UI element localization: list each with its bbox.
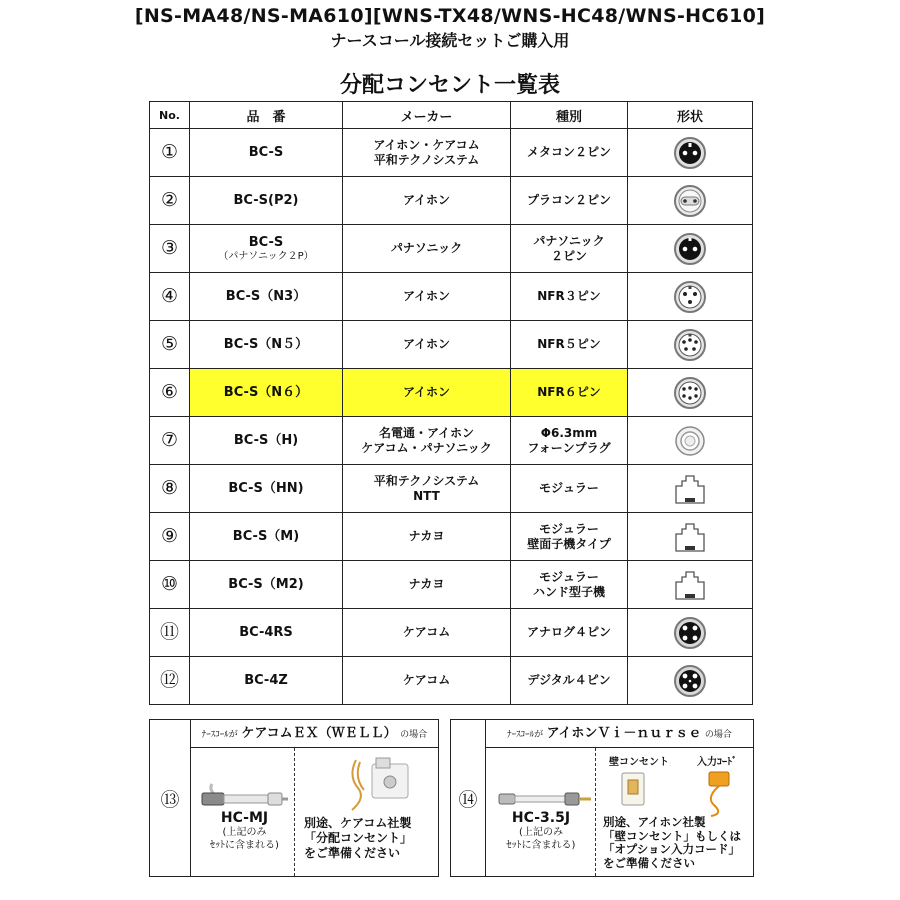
shape-cell <box>628 321 753 369</box>
type-line: プラコン２ピン <box>526 193 611 207</box>
table-row <box>150 609 753 657</box>
maker-line: ケアコム・パナソニック <box>361 440 492 455</box>
shape-cell <box>628 369 753 417</box>
subtitle-heading: ナースコール接続セットご購入用 <box>330 31 570 50</box>
shape-cell <box>628 465 753 513</box>
row-number: ⑦ <box>150 417 190 465</box>
product-code-cell <box>190 609 343 657</box>
type-line: デジタル４ピン <box>527 673 611 687</box>
panasonic-2pin-plug-icon <box>673 232 707 266</box>
wall-outlet-label: 壁コンセント <box>609 757 669 768</box>
box13-desc-1: 別途、ケアコム社製 <box>304 816 412 830</box>
product-code: BC-S <box>248 234 284 250</box>
row-number: ③ <box>150 225 190 273</box>
hc-35j-cable-icon <box>497 786 593 812</box>
type-cell <box>511 657 628 705</box>
product-code: BC-S（M) <box>232 529 300 544</box>
modular-jack-icon <box>673 520 707 554</box>
box14-desc-2: 「壁コンセント」もしくは <box>603 828 741 843</box>
row-number: ⑫ <box>150 657 190 705</box>
box14-product-code: HC-3.5J <box>511 810 571 826</box>
maker-line: アイホン <box>403 385 450 399</box>
type-line: NFR３ピン <box>537 289 601 303</box>
nfr-6pin-plug-icon <box>673 376 707 410</box>
table-header-row <box>150 102 753 129</box>
box13-product-code: HC-MJ <box>220 810 269 826</box>
product-code-cell <box>190 369 343 417</box>
product-code: BC-S（N3） <box>225 289 307 304</box>
product-code-cell <box>190 225 343 273</box>
box14-description <box>603 816 741 870</box>
table-row <box>150 657 753 705</box>
placon-2pin-plug-icon <box>673 184 707 218</box>
type-line: メタコン２ピン <box>526 145 611 159</box>
box13-head-main: ケアコムＥＸ（ＷＥＬＬ） <box>241 726 397 741</box>
type-line: 壁面子機タイプ <box>527 536 611 551</box>
type-cell <box>511 465 628 513</box>
input-cord-label: 入力ｺｰﾄﾞ <box>697 757 737 768</box>
type-line: モジュラー <box>539 521 599 536</box>
modular-jack-icon <box>673 472 707 506</box>
column-header-maker: メーカー <box>343 102 511 129</box>
maker-cell <box>343 321 511 369</box>
product-code-cell <box>190 177 343 225</box>
maker-line: 名電通・アイホン <box>379 425 474 440</box>
metacon-2pin-plug-icon <box>673 136 707 170</box>
box13-head-suffix: の場合 <box>400 730 428 740</box>
product-code-cell <box>190 513 343 561</box>
shape-cell <box>628 513 753 561</box>
type-line: NFR５ピン <box>537 337 601 351</box>
maker-cell <box>343 561 511 609</box>
maker-cell <box>343 513 511 561</box>
row-number: ① <box>150 129 190 177</box>
product-code: BC-4Z <box>244 673 288 688</box>
table-row <box>150 177 753 225</box>
type-line: フォーンプラグ <box>527 440 611 455</box>
product-code: BC-S（M2) <box>228 577 304 592</box>
product-code: BC-S（N６） <box>223 385 309 400</box>
column-header-type: 種別 <box>511 102 628 129</box>
maker-line: パナソニック <box>390 241 463 255</box>
outlet-table <box>149 101 753 705</box>
type-cell <box>511 321 628 369</box>
maker-line: アイホン <box>403 193 450 207</box>
input-cord-icon <box>701 770 737 818</box>
box14-head-prefix: ﾅｰｽｺｰﾙが <box>507 730 544 740</box>
column-header-code: 品 番 <box>190 102 343 129</box>
box14-desc-3: 「オプション入力コード」 <box>603 842 740 856</box>
modular-jack-icon <box>673 568 707 602</box>
table-row <box>150 129 753 177</box>
product-code-cell <box>190 129 343 177</box>
box13-product-note-1: (上記のみ <box>222 827 267 838</box>
type-cell <box>511 273 628 321</box>
table-row <box>150 561 753 609</box>
box13-number: ⑬ <box>150 720 191 876</box>
table-row <box>150 513 753 561</box>
maker-line: アイホン <box>403 289 450 303</box>
row-number: ⑨ <box>150 513 190 561</box>
maker-line: アイホン・ケアコム <box>373 137 480 152</box>
product-code-cell <box>190 321 343 369</box>
column-header-shape: 形状 <box>628 102 753 129</box>
carecom-ex-box-heading <box>190 720 438 748</box>
box13-product-note-2: ｾｯﾄに含まれる) <box>210 840 279 851</box>
shape-cell <box>628 417 753 465</box>
type-cell <box>511 369 628 417</box>
type-line: NFR６ピン <box>537 385 601 399</box>
column-header-no: No. <box>150 102 190 129</box>
carecom-ex-box <box>149 719 439 877</box>
row-number: ⑥ <box>150 369 190 417</box>
maker-cell <box>343 273 511 321</box>
maker-line: ナカヨ <box>408 529 445 543</box>
row-number: ⑧ <box>150 465 190 513</box>
box14-product <box>489 810 593 852</box>
type-cell <box>511 417 628 465</box>
product-code: BC-4RS <box>239 625 293 640</box>
page-title: 分配コンセント一覧表 <box>339 73 560 98</box>
box14-divider <box>595 748 596 876</box>
maker-line: アイホン <box>403 337 450 351</box>
analog-4pin-plug-icon <box>673 616 707 650</box>
type-cell <box>511 225 628 273</box>
type-line: ２ピン <box>550 248 587 263</box>
maker-cell <box>343 369 511 417</box>
row-number: ⑩ <box>150 561 190 609</box>
nfr-5pin-plug-icon <box>673 328 707 362</box>
shape-cell <box>628 273 753 321</box>
type-line: モジュラー <box>539 481 599 495</box>
maker-line: ナカヨ <box>408 577 445 591</box>
aiphone-vi-nurse-box-heading <box>485 720 753 748</box>
table-row <box>150 321 753 369</box>
box14-number: ⑭ <box>451 720 486 876</box>
maker-line: 平和テクノシステム <box>373 473 480 488</box>
box14-head-main: アイホンＶｉ－ｎｕｒｓｅ <box>546 726 702 741</box>
maker-cell <box>343 657 511 705</box>
box13-product <box>192 810 297 852</box>
row-number: ⑤ <box>150 321 190 369</box>
product-code: BC-S(P2) <box>233 193 299 208</box>
box14-product-note-1: (上記のみ <box>519 827 563 838</box>
product-code: BC-S（H) <box>233 433 299 448</box>
shape-cell <box>628 609 753 657</box>
product-code: BC-S（N５） <box>223 337 309 352</box>
product-code-cell <box>190 273 343 321</box>
shape-cell <box>628 225 753 273</box>
box13-desc-3: をご準備ください <box>304 846 401 860</box>
nfr-3pin-plug-icon <box>673 280 707 314</box>
maker-cell <box>343 465 511 513</box>
table-row <box>150 417 753 465</box>
box14-head-suffix: の場合 <box>704 730 732 740</box>
maker-cell <box>343 225 511 273</box>
box14-desc-4: をご準備ください <box>603 855 695 870</box>
shape-cell <box>628 657 753 705</box>
type-cell <box>511 129 628 177</box>
carecom-outlet-icon <box>346 754 416 816</box>
box14-desc-1: 別途、アイホン社製 <box>603 815 706 829</box>
box13-divider <box>294 748 295 876</box>
product-code-cell <box>190 657 343 705</box>
maker-cell <box>343 609 511 657</box>
maker-cell <box>343 177 511 225</box>
type-line: モジュラー <box>539 569 599 584</box>
table-row <box>150 225 753 273</box>
box13-desc-2: 「分配コンセント」 <box>304 831 413 845</box>
maker-cell <box>343 129 511 177</box>
type-line: アナログ４ピン <box>526 625 611 639</box>
box13-head-prefix: ﾅｰｽｺｰﾙが <box>201 730 238 740</box>
box13-description <box>304 816 412 861</box>
type-line: Φ6.3mm <box>540 425 598 440</box>
product-code-cell <box>190 465 343 513</box>
product-code: BC-S（HN) <box>228 481 304 496</box>
row-number: ④ <box>150 273 190 321</box>
shape-cell <box>628 561 753 609</box>
maker-line: NTT <box>413 488 440 503</box>
model-list-heading: [NS-MA48/NS-MA610][WNS-TX48/WNS-HC48/WNS-HC610] <box>134 5 766 27</box>
row-number: ② <box>150 177 190 225</box>
maker-line: ケアコム <box>402 625 451 639</box>
type-cell <box>511 177 628 225</box>
type-cell <box>511 609 628 657</box>
maker-line: 平和テクノシステム <box>373 152 480 167</box>
type-cell <box>511 561 628 609</box>
wall-outlet-icon <box>621 772 645 806</box>
digital-4pin-plug-icon <box>673 664 707 698</box>
table-row <box>150 273 753 321</box>
shape-cell <box>628 177 753 225</box>
maker-line: ケアコム <box>402 673 451 687</box>
product-code-cell <box>190 561 343 609</box>
phone-plug-jack-icon <box>673 424 707 458</box>
box14-product-note-2: ｾｯﾄに含まれる) <box>506 840 576 851</box>
product-code-cell <box>190 417 343 465</box>
row-number: ⑪ <box>150 609 190 657</box>
shape-cell <box>628 129 753 177</box>
aiphone-vi-nurse-box <box>450 719 754 877</box>
maker-cell <box>343 417 511 465</box>
type-line: パナソニック <box>533 233 605 248</box>
table-row <box>150 369 753 417</box>
code-sub: （パナソニック２P） <box>218 250 314 262</box>
product-code: BC-S <box>248 145 284 160</box>
type-cell <box>511 513 628 561</box>
type-line: ハンド型子機 <box>532 584 605 599</box>
table-row <box>150 465 753 513</box>
